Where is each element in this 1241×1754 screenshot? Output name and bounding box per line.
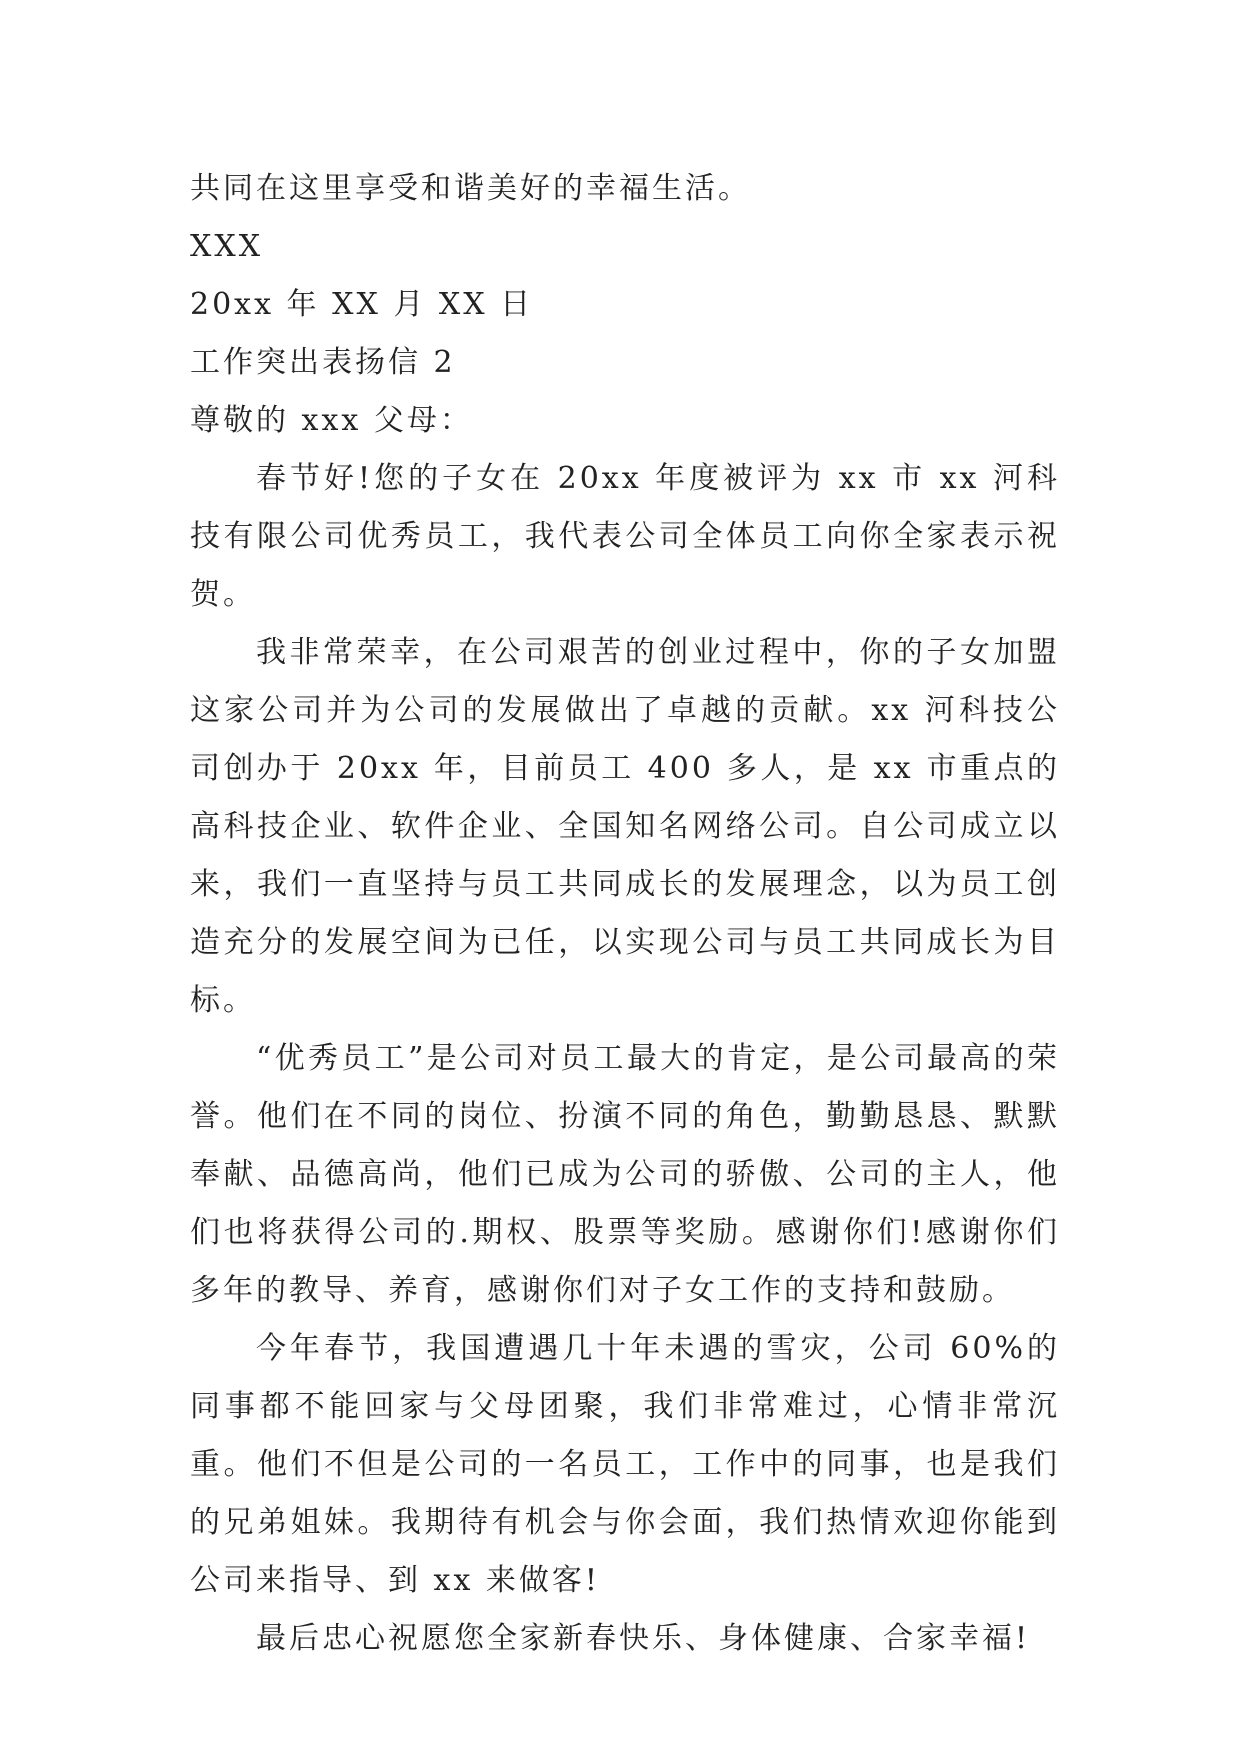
signature: XXX [190, 229, 264, 264]
salutation: 尊敬的 xxx 父母： [190, 403, 473, 438]
paragraph-greeting: 春节好!您的子女在 20xx 年度被评为 xx 市 xx 河科技有限公司优秀员工，我代表公司全体员工向你全家表示祝贺。 [190, 461, 1060, 612]
letter-title: 工作突出表扬信 2 [190, 345, 456, 380]
paragraph-honor: “优秀员工”是公司对员工最大的肯定，是公司最高的荣誉。他们在不同的岗位、扮演不同的角色，勤勤恳恳、默默奉献、品德高尚，他们已成为公司的骄傲、公司的主人，他们也将获得公司的.期权、股票等奖励。感谢你们!感谢你们多年的教导、养育，感谢你们对子女工作的支持和鼓励。 [190, 1041, 1060, 1308]
paragraph-company: 我非常荣幸，在公司艰苦的创业过程中，你的子女加盟这家公司并为公司的发展做出了卓越的贡献。xx 河科技公司创办于 20xx 年，目前员工 400 多人，是 xx 市重点的高科技企业、软件企业、全国知名网络公司。自公司成立以来，我们一直坚持与员工共同成长的发展理念，以为员工创造充分的发展空间为已任，以实现公司与员工共同成长为目标。 [190, 635, 1060, 1018]
date-line: 20xx 年 XX 月 XX 日 [190, 287, 534, 322]
paragraph-wishes: 最后忠心祝愿您全家新春快乐、身体健康、合家幸福! [256, 1621, 1031, 1656]
closing-line: 共同在这里享受和谐美好的幸福生活。 [190, 171, 751, 206]
letter-body [190, 160, 1060, 1668]
paragraph-spring-festival: 今年春节，我国遭遇几十年未遇的雪灾，公司 60%的同事都不能回家与父母团聚，我们非常难过，心情非常沉重。他们不但是公司的一名员工，工作中的同事，也是我们的兄弟姐妹。我期待有机会与你会面，我们热情欢迎你能到公司来指导、到 xx 来做客! [190, 1331, 1060, 1598]
